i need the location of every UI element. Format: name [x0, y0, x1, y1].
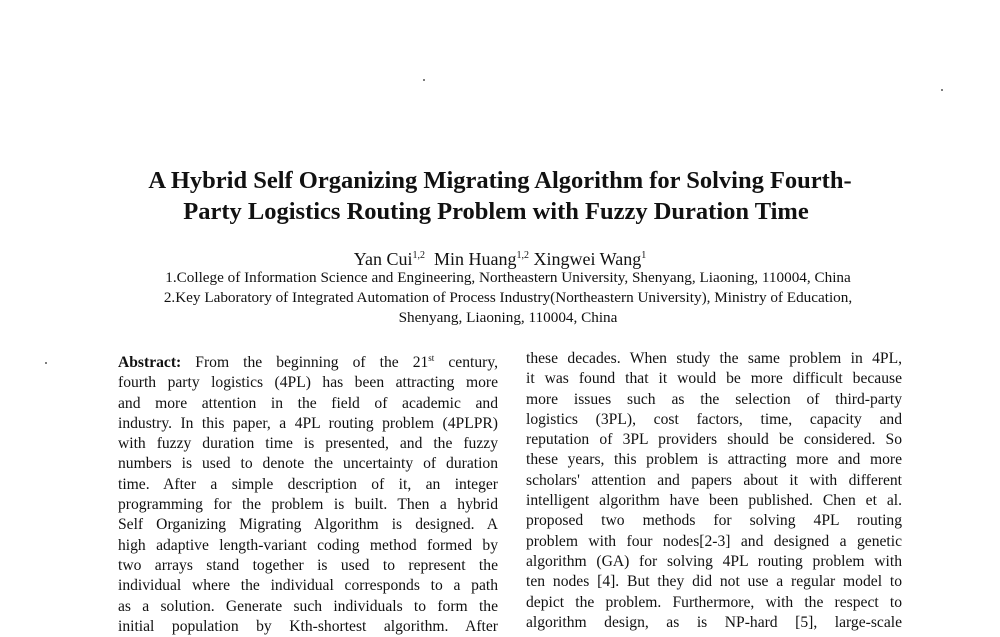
affiliation-2: 2.Key Laboratory of Integrated Automation of Process Industry(Northeastern University), Ministry of Education, [163, 289, 853, 306]
body-line: these decades. When study the same problem in 4PL, [526, 350, 902, 367]
abstract-text: From the beginning of the 21 [195, 354, 429, 371]
abstract-label: Abstract: [118, 354, 182, 371]
body-column [526, 349, 902, 633]
affiliations [0, 268, 1000, 328]
body-line: problem with four nodes[2-3] and designed a genetic [526, 532, 902, 550]
abstract-line: fourth party logistics (4PL) has been attracting more [118, 374, 498, 392]
body-line: depict the problem. Furthermore, with the respect to [526, 593, 902, 611]
body-line: algorithm design, as is NP-hard [5], large-scale [526, 613, 902, 631]
abstract-line: time. After a simple description of it, an integer [118, 475, 498, 493]
scan-speck [941, 89, 943, 91]
author-name: Min Huang [434, 249, 517, 269]
scan-speck [423, 79, 425, 81]
body-line: ten nodes [4]. But they did not use a regular model to [526, 573, 902, 591]
author-affiliation-mark: 1,2 [516, 250, 529, 261]
abstract-line [118, 353, 498, 373]
abstract-line: high adaptive length-variant coding method formed by [118, 536, 498, 554]
title-line-2: Party Logistics Routing Problem with Fuzzy Duration Time [183, 198, 809, 225]
body-line: logistics (3PL), cost factors, time, capacity and [526, 410, 902, 428]
author-name: Yan Cui [353, 249, 413, 269]
body-line: scholars' attention and papers about it with different [526, 471, 902, 489]
abstract-line: industry. In this paper, a 4PL routing problem (4PLPR) [118, 414, 498, 432]
abstract-line: numbers is used to denote the uncertainty of duration [118, 455, 498, 473]
author-affiliation-mark: 1 [641, 250, 647, 261]
body-line: algorithm (GA) for solving 4PL routing problem with [526, 552, 902, 570]
affiliation-2-cont: Shenyang, Liaoning, 110004, China [398, 309, 618, 326]
author-affiliation-mark: 1,2 [412, 250, 425, 261]
author-list [0, 248, 1000, 270]
body-line: these years, this problem is attracting more and more [526, 451, 902, 469]
abstract-text: century, [448, 354, 499, 371]
body-line: reputation of 3PL providers should be considered. So [526, 431, 902, 449]
title-line-1: A Hybrid Self Organizing Migrating Algorithm for Solving Fourth- [148, 167, 852, 194]
scan-speck [45, 362, 47, 364]
author-name: Xingwei Wang [533, 249, 642, 269]
abstract-line: individual where the individual corresponds to a path [118, 577, 498, 595]
affiliation-1: 1.College of Information Science and Engineering, Northeastern University, Shenyang, Liaoning, 110004, China [165, 269, 851, 286]
body-line: more issues such as the selection of third-party [526, 390, 902, 408]
abstract-line: and more attention in the field of academic and [118, 394, 498, 412]
abstract-line: two arrays stand together is used to represent the [118, 556, 498, 574]
body-line: proposed two methods for solving 4PL routing [526, 512, 902, 530]
abstract-line: as a solution. Generate such individuals to form the [118, 597, 498, 615]
abstract-column [118, 353, 498, 637]
body-line: it was found that it would be more difficult because [526, 370, 902, 388]
abstract-line: initial population by Kth-shortest algorithm. After [118, 617, 498, 635]
abstract-line: programming for the problem is built. Then a hybrid [118, 496, 498, 514]
body-line: intelligent algorithm have been published. Chen et al. [526, 492, 902, 510]
paper-title [0, 165, 1000, 227]
abstract-line: with fuzzy duration time is presented, and the fuzzy [118, 435, 498, 453]
abstract-line: Self Organizing Migrating Algorithm is designed. A [118, 516, 498, 534]
superscript: st [428, 353, 435, 363]
